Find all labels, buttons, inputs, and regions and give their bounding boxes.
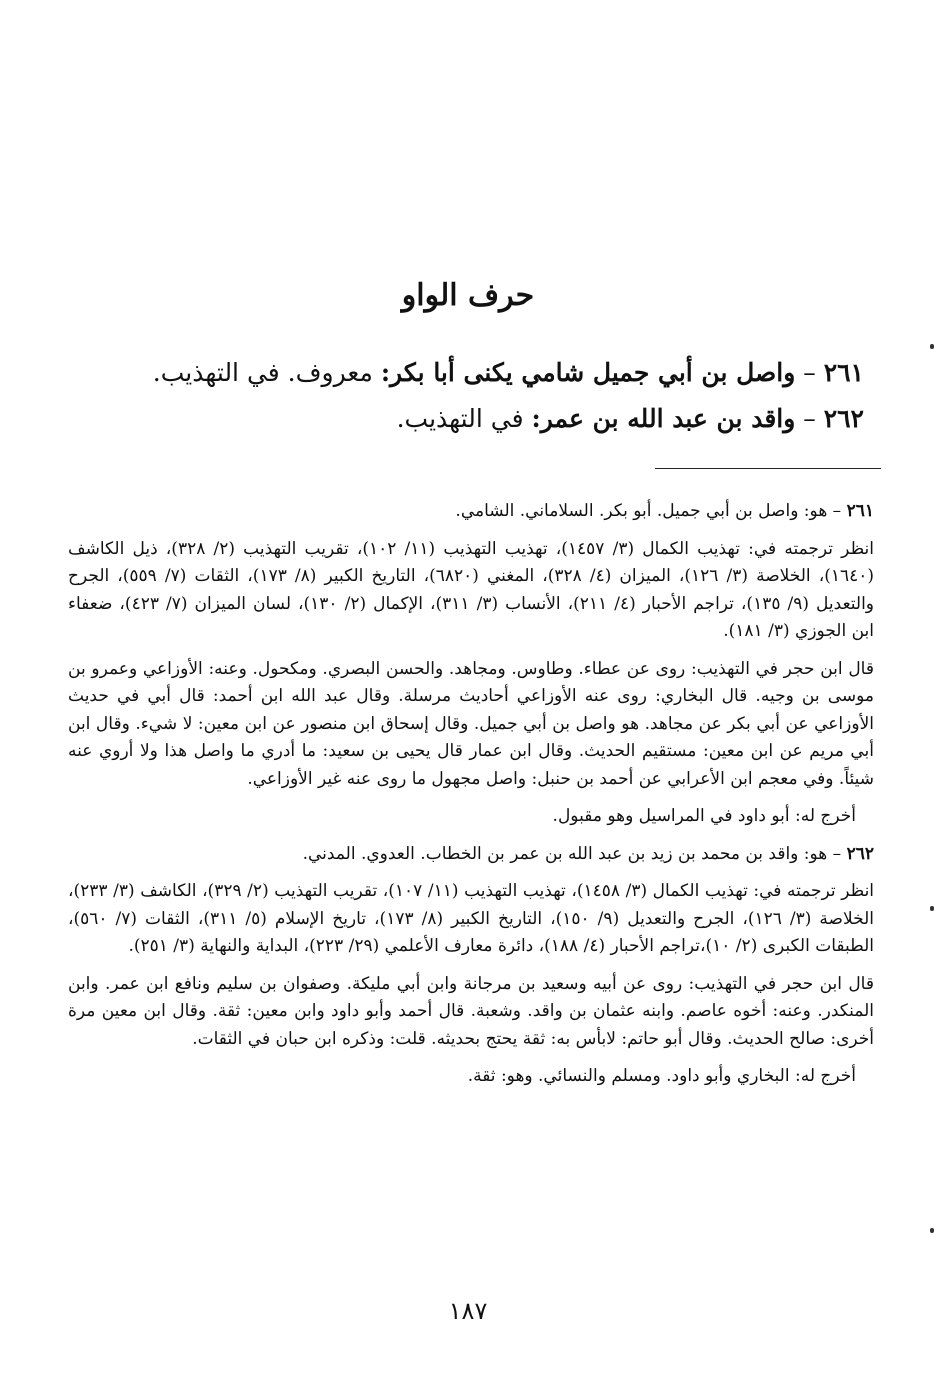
footnote-text: – هو: واقد بن محمد بن زيد بن عبد الله بن عمر بن الخطاب. العدوي. المدني. — [302, 843, 842, 864]
edge-mark — [930, 344, 934, 349]
edge-mark — [930, 1228, 934, 1233]
footnote-262-takhrij: أخرج له: البخاري وأبو داود. ومسلم والنسائي. وهو: ثقة. — [467, 1066, 856, 1086]
entry-dash: – — [803, 404, 816, 433]
entry-text: معروف. في التهذيب. — [152, 358, 373, 387]
footnote-262-sources: انظر ترجمته في: تهذيب الكمال (٣/ ١٤٥٨)، تهذيب التهذيب (١١/ ١٠٧)، تقريب التهذيب (٢/ ٣٢٩)، الكاشف (٣/ ٢٣٣)، الخلاصة (٣/ ١٢٦)، الجرح والتعديل (٩/ ١٥٠)، التاريخ الكبير (٨/ ١٧٣)، تاريخ الإسلام (٥/ ٣١١)، الثقات (٧/ ٥٦٠)، الطبقات الكبرى (٢/ ١٠)،تراجم الأحبار (٤/ ١٨٨)، دائرة معارف الأعلمي (٢٩/ ٢٢٣)، البداية والنهاية (٣/ ٢٥١). — [68, 881, 875, 956]
footnote-262-heading — [68, 841, 874, 869]
footnote-261-ibn-hajar: قال ابن حجر في التهذيب: روى عن عطاء. وطاوس. ومجاهد. والحسن البصري. ومكحول. وعنه: الأوزاعي وعمرو بن موسى بن وجيه. قال البخاري: روى عنه الأوزاعي أحاديث مرسلة. وقال عبد الله ابن أحمد: قال أبي في حديث الأوزاعي عن أبي بكر عن مجاهد. هو واصل بن أبي جميل. وقال إسحاق ابن منصور عن ابن معين: لا شيء. وقال ابن أبي مريم عن ابن معين: مستقيم الحديث. وقال ابن عمار قال يحيى بن سعيد: ما أدري ما واصل هذا ولا أروي عنه شيئاً. وفي معجم ابن الأعرابي عن أحمد بن حنبل: واصل مجهول ما روى عنه غير الأوزاعي. — [68, 658, 874, 789]
page-number: ١٨٧ — [448, 1297, 488, 1325]
entry-name: واصل بن أبي جميل شامي يكنى أبا بكر: — [380, 358, 796, 387]
entry-262 — [104, 396, 864, 442]
footnote-divider — [655, 468, 881, 469]
entry-261 — [104, 350, 864, 396]
footnote-261-sources: انظر ترجمته في: تهذيب الكمال (٣/ ١٤٥٧)، تهذيب التهذيب (١١/ ١٠٢)، تقريب التهذيب (٢/ ٣٢٨)، ذيل الكاشف (١٦٤٠)، الخلاصة (٣/ ١٢٦)، الميزان (٤/ ٣٢٨)، المغني (٦٨٢٠)، التاريخ الكبير (٨/ ١٧٣)، الثقات (٧/ ٥٥٩)، الجرح والتعديل (٩/ ١٣٥)، تراجم الأحبار (٤/ ٢١١)، الأنساب (٣/ ٣١١)، الإكمال (٢/ ١٣٠)، لسان الميزان (٧/ ٤٢٣)، ضعفاء ابن الجوزي (٣/ ١٨١). — [68, 538, 875, 641]
footnote-261-takhrij: أخرج له: أبو داود في المراسيل وهو مقبول. — [552, 806, 856, 826]
entry-number: ٢٦١ — [823, 358, 864, 387]
edge-mark — [930, 906, 934, 911]
chapter-title: حرف الواو — [401, 278, 535, 313]
footnotes — [68, 498, 874, 1101]
footnote-261-heading — [68, 498, 874, 526]
footnote-262-ibn-hajar: قال ابن حجر في التهذيب: روى عن أبيه وسعيد بن مرجانة وابن أبي مليكة. وصفوان بن سليم ونافع ابن عمر. وابن المنكدر. وعنه: أخوه عاصم. وابنه عثمان بن واقد. وشعبة. قال أحمد وأبو داود وابن معين: ثقة. وقال ابن معين مرة أخرى: صالح الحديث. وقال أبو حاتم: لابأس به: ثقة يحتج بحديثه. قلت: وذكره ابن حبان في الثقات. — [68, 973, 874, 1049]
footnote-number: ٢٦١ — [846, 501, 874, 521]
entry-dash: – — [803, 358, 816, 387]
footnote-number: ٢٦٢ — [846, 843, 874, 864]
footnote-text: – هو: واصل بن أبي جميل. أبو بكر. السلاماني. الشامي. — [455, 501, 842, 521]
entry-number: ٢٦٢ — [823, 404, 864, 433]
entry-list — [104, 350, 864, 442]
entry-text: في التهذيب. — [396, 404, 524, 433]
entry-name: واقد بن عبد الله بن عمر: — [531, 404, 796, 433]
